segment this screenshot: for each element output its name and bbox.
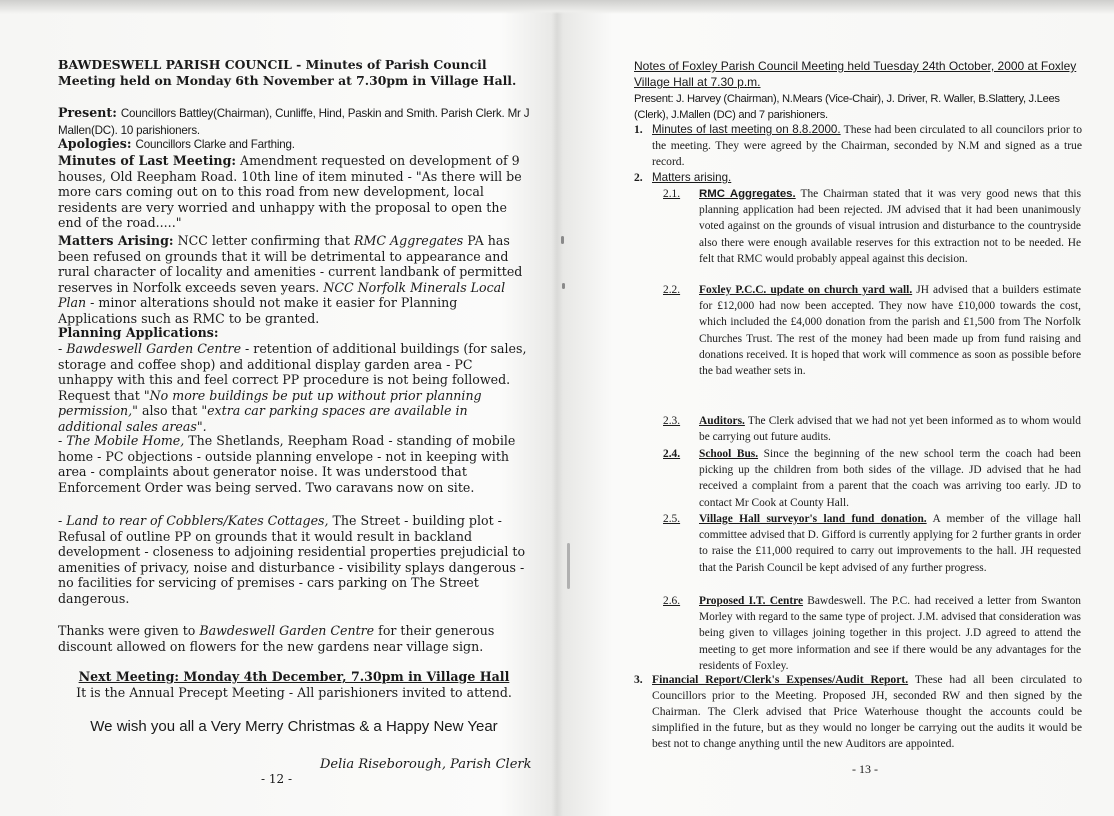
- subitem-heading: Proposed I.T. Centre: [699, 595, 804, 607]
- subitem-text: The Chairman stated that it was very good news that this planning application had been rejected. JM advised that it had been unanimously voted against on the grounds of visual intrusion and disturbance to the countryside also there were enough available reserves for this extraction not to be needed. He felt that RMC would probably appeal against this decision.: [699, 188, 1081, 265]
- page-number-right: - 13 -: [852, 762, 878, 776]
- item-number: 1.: [634, 123, 643, 136]
- planning-item-title: Bawdeswell Garden Centre: [66, 341, 242, 356]
- left-page: [58, 0, 538, 816]
- matters-text: - minor alterations should not make it easier for Planning Applications such as RMC to be granted.: [58, 295, 458, 326]
- present-paragraph: [58, 105, 530, 138]
- planning-item-text: - retention of additional buildings (for sales, storage and coffee shop) and additional display garden area - PC unhappy with this and feel correct PP procedure is not being followed. Request that: [58, 341, 527, 403]
- matters-label: Matters Arising:: [58, 233, 174, 248]
- subitem-heading: School Bus.: [699, 448, 759, 460]
- planning-item-text: The Shetlands, Reepham Road - standing of mobile home - PC objections - outside planning envelope - not in keeping with area - complaints about generator noise. It was understood that Enforcement Order was being served. Two caravans now on site.: [58, 433, 516, 495]
- subitem-2-2: [663, 282, 1081, 379]
- item-number: 2.: [634, 171, 643, 184]
- subitem-number: 2.2.: [663, 284, 681, 296]
- matters-italic: RMC Aggregates: [354, 233, 464, 248]
- minutes-text: Amendment requested on development of 9 houses, Old Reepham Road. 10th line of item minuted - "As there will be more cars coming out on to this road from new development, local residents are very worried and unhappy with the proposal to open the end of the road.....": [58, 153, 522, 231]
- foxley-notes-title: Notes of Foxley Parish Council Meeting held Tuesday 24th October, 2000 at Foxley Village Hall at 7.30 p.m.: [634, 59, 1077, 89]
- planning-heading: Planning Applications:: [58, 325, 219, 340]
- minutes-label: Minutes of Last Meeting:: [58, 153, 237, 168]
- subitem-number: 2.4.: [663, 448, 681, 460]
- matters-paragraph: [58, 233, 530, 327]
- subitem-heading: Village Hall surveyor's land fund donation.: [699, 513, 927, 525]
- subitem-text: The Clerk advised that we had not yet been informed as to whom would be carrying out future audits.: [699, 415, 1081, 444]
- next-meeting: [58, 669, 530, 700]
- item-text: These had been circulated to all councilors prior to the meeting. They were agreed by the Chairman, seconded by N.M and signed as a true record.: [652, 123, 1082, 168]
- planning-item-quote: "extra car parking spaces are available in additional sales areas".: [58, 403, 468, 434]
- subitem-heading: RMC Aggregates.: [699, 188, 796, 200]
- next-meeting-heading: Next Meeting: Monday 4th December, 7.30pm in Village Hall: [78, 669, 510, 684]
- planning-item-land-rear: - Land to rear of Cobblers/Kates Cottages, The Street - building plot - Refusal of outline PP on grounds that it would result in backland development - closeness to adjoining residential properties prejudicial to amenities of privacy, noise and disturbance - visibility splays dangerous - no facilities for servicing of premises - cars parking on The Street dangerous.: [58, 513, 526, 606]
- punch-mark: [561, 236, 564, 244]
- subitem-heading: Auditors.: [699, 415, 745, 427]
- christmas-greeting: We wish you all a Very Merry Christmas & a Happy New Year: [90, 718, 498, 735]
- present-text: Councillors Battley(Chairman), Cunliffe, Hind, Paskin and Smith. Parish Clerk. Mr J Mallen(DC). 10 parishioners.: [58, 107, 530, 137]
- subitem-heading: Foxley P.C.C. update on church yard wall.: [699, 284, 913, 296]
- foxley-item-1: [634, 122, 1082, 170]
- subitem-2-3: [663, 413, 1081, 445]
- punch-mark: [567, 543, 570, 589]
- subitem-2-1: [663, 186, 1081, 267]
- punch-mark: [562, 283, 565, 289]
- foxley-present: Present: J. Harvey (Chairman), N.Mears (Vice-Chair), J. Driver, R. Waller, B.Slattery, J.Lees (Clerk), J.Mallen (DC) and 7 parishioners.: [634, 93, 1060, 121]
- subitem-2-4: [663, 446, 1081, 511]
- thanks-italic: Bawdeswell Garden Centre: [199, 623, 375, 638]
- planning-item-mobile-home: - The Mobile Home, The Shetlands, Reepham Road - standing of mobile home - PC objections - outside planning envelope - not in keeping with area - complaints about generator noise. It was understood that Enforcement Order was being served. Two caravans now on site.: [58, 433, 516, 495]
- foxley-item-3: [634, 672, 1082, 752]
- item-number: 3.: [634, 673, 643, 686]
- clerk-signature: Delia Riseborough, Parish Clerk: [320, 757, 532, 772]
- item-heading: Financial Report/Clerk's Expenses/Audit Report.: [652, 673, 909, 686]
- apologies-text: Councillors Clarke and Farthing.: [135, 138, 295, 151]
- matters-text: PA has been refused on grounds that it will be detrimental to appearance and rural character of locality and amenities - current landbank of permitted reserves in Norfolk exceeds seven years.: [58, 233, 523, 295]
- bawdeswell-minutes-title: BAWDESWELL PARISH COUNCIL - Minutes of Parish Council Meeting held on Monday 6th November at 7.30pm in Village Hall.: [58, 57, 517, 88]
- minutes-paragraph: [58, 153, 530, 231]
- subitem-number: 2.6.: [663, 595, 681, 607]
- subitem-text: A member of the village hall committee advised that D. Gifford is currently applying for 2 further grants in order to raise the £11,000 required to carry out improvements to the hall. JH requested that the Parish Council be kept advised of any further progress.: [699, 513, 1082, 574]
- subitem-text: Since the beginning of the new school term the coach had been picking up the children from both sides of the village. JD advised that he had received a complaint from a parent that the coach was arriving too early. JD to contact Mr Cook at County Hall.: [699, 448, 1081, 509]
- subitem-text: Bawdeswell. The P.C. had received a letter from Swanton Morley with regard to the same type of project. J.M. advised that consideration was being given to villages joining together in this project. J.D agreed to attend the meeting to get more information and see if there would be any advantages for the residents of Foxley.: [699, 595, 1081, 672]
- item-heading: Minutes of last meeting on 8.8.2000.: [652, 123, 841, 136]
- planning-item-text: The Street - building plot - Refusal of outline PP on grounds that it would result in backland development - closeness to adjoining residential properties prejudicial to amenities of privacy, noise and disturbance - visibility splays dangerous - no facilities for servicing of premises - cars parking on The Street dangerous.: [58, 513, 526, 606]
- item-heading: Matters arising.: [652, 171, 732, 184]
- right-page: [634, 0, 1082, 816]
- next-meeting-subtext: It is the Annual Precept Meeting - All parishioners invited to attend.: [76, 684, 512, 700]
- planning-item-title: The Mobile Home,: [66, 433, 185, 448]
- matters-text: NCC letter confirming that: [177, 233, 350, 248]
- thanks-paragraph: [58, 623, 530, 654]
- matters-italic: NCC Norfolk Minerals Local Plan: [58, 279, 506, 311]
- item-text: These had all been circulated to Councillors prior to the Meeting. Proposed JH, seconded RW and then signed by the Chairman. The Clerk advised that Price Waterhouse thought the accounts could be simplified in the future, but as they would no longer be carrying out the audits it would be best not to change anything until the new Auditors are appointed.: [652, 673, 1082, 750]
- subitem-2-5: [663, 511, 1081, 576]
- subitem-number: 2.1.: [663, 188, 681, 200]
- subitem-number: 2.3.: [663, 415, 681, 427]
- planning-item-title: Land to rear of Cobblers/Kates Cottages,: [66, 513, 329, 528]
- planning-item-garden-centre: - Bawdeswell Garden Centre - retention of additional buildings (for sales, storage and coffee shop) and additional display garden area - PC unhappy with this and feel correct PP procedure is not being followed. Request that "No more buildings be put up without prior planning permission," also that "extra car parking spaces are available in additional sales areas".: [58, 341, 527, 434]
- subitem-number: 2.5.: [663, 513, 681, 525]
- thanks-text: Thanks were given to: [58, 623, 196, 638]
- planning-item-quote: "No more buildings be put up without prior planning permission,": [58, 387, 482, 419]
- planning-item-text: also that: [141, 403, 198, 419]
- apologies-label: Apologies:: [58, 136, 132, 151]
- subitem-text: JH advised that a builders estimate for £12,000 had now been accepted. They now have £10,000 towards the cost, which included the £4,000 donation from the parish and £1,500 from The Norfolk Churches Trust. The rest of the money had been made up from fund raising and donations received. It is hoped that work will commence as soon as possible before the bad weather sets in.: [699, 284, 1081, 378]
- foxley-item-2: [634, 170, 1082, 186]
- present-label: Present:: [58, 105, 117, 120]
- subitem-2-6: [663, 593, 1081, 674]
- apologies-paragraph: [58, 136, 530, 153]
- thanks-text: for their generous discount allowed on flowers for the new gardens near village sign.: [58, 623, 495, 654]
- page-number-left: - 12 -: [261, 772, 293, 786]
